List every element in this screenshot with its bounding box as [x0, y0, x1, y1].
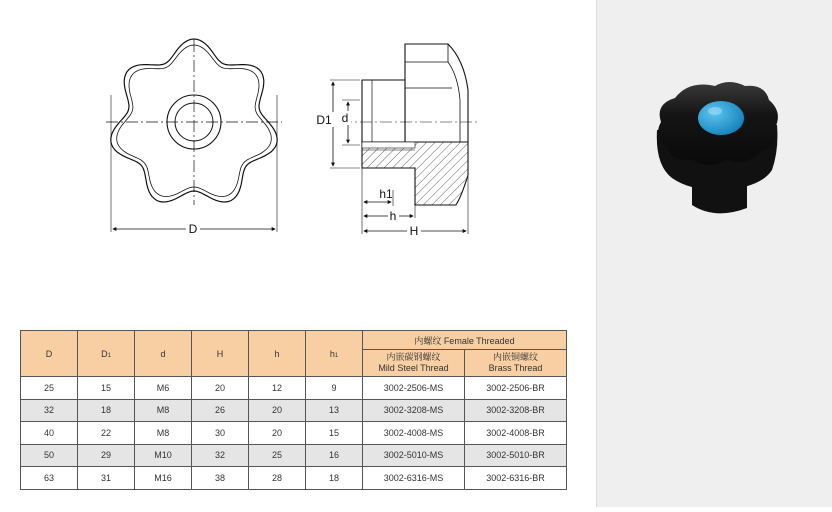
- table-row: [21, 467, 567, 490]
- table-cell: 3002-5010-BR: [465, 444, 567, 467]
- table-cell: 16: [306, 444, 363, 467]
- product-photo-panel: [596, 0, 832, 507]
- table-row: [21, 422, 567, 445]
- dim-label-D: D: [188, 222, 198, 236]
- table-row: [21, 399, 567, 422]
- side-hub: [362, 80, 405, 142]
- table-cell: 3002-2506-MS: [363, 377, 465, 400]
- table-cell: M10: [135, 444, 192, 467]
- col-header-d: d: [135, 331, 192, 377]
- table-row: [21, 444, 567, 467]
- group-header-female-threaded: 内螺纹 Female Threaded: [363, 331, 567, 350]
- table-cell: 3002-4008-MS: [363, 422, 465, 445]
- knob-photo: [597, 0, 832, 507]
- col-header-H: H: [192, 331, 249, 377]
- spec-table: [20, 330, 567, 490]
- table-cell: 3002-3208-MS: [363, 399, 465, 422]
- table-cell: 50: [21, 444, 78, 467]
- table-cell: 22: [78, 422, 135, 445]
- dim-label-d: d: [341, 111, 349, 125]
- table-cell: 3002-2506-BR: [465, 377, 567, 400]
- col-header-D: D: [21, 331, 78, 377]
- col-header-D1: D1: [78, 331, 135, 377]
- dim-label-D1: D1: [316, 113, 332, 127]
- technical-drawing: [0, 0, 596, 330]
- col-header-h: h: [249, 331, 306, 377]
- table-cell: 3002-4008-BR: [465, 422, 567, 445]
- table-cell: 40: [21, 422, 78, 445]
- table-cell: 20: [249, 399, 306, 422]
- col-header-mild-steel: 内嵌碳钢螺纹 Mild Steel Thread: [363, 350, 465, 377]
- table-cell: 25: [21, 377, 78, 400]
- col-header-brass: 内嵌铜螺纹 Brass Thread: [465, 350, 567, 377]
- dim-label-h1: h1: [379, 187, 393, 201]
- dim-label-H: H: [409, 224, 419, 238]
- col-header-h1: h1: [306, 331, 363, 377]
- table-cell: 28: [249, 467, 306, 490]
- table-cell: M8: [135, 399, 192, 422]
- table-cell: 9: [306, 377, 363, 400]
- table-cell: 32: [192, 444, 249, 467]
- side-body-upper: [405, 44, 468, 142]
- dim-label-h: h: [389, 209, 397, 223]
- table-cell: 3002-3208-BR: [465, 399, 567, 422]
- table-cell: 13: [306, 399, 363, 422]
- table-cell: 30: [192, 422, 249, 445]
- table-cell: 32: [21, 399, 78, 422]
- table-cell: M6: [135, 377, 192, 400]
- front-view: [106, 39, 282, 236]
- table-cell: 12: [249, 377, 306, 400]
- table-cell: 25: [249, 444, 306, 467]
- table-cell: 31: [78, 467, 135, 490]
- table-cell: M16: [135, 467, 192, 490]
- table-cell: 18: [78, 399, 135, 422]
- table-cell: 3002-5010-MS: [363, 444, 465, 467]
- side-view: [314, 44, 480, 238]
- table-cell: 26: [192, 399, 249, 422]
- table-cell: 29: [78, 444, 135, 467]
- table-cell: 63: [21, 467, 78, 490]
- table-cell: 18: [306, 467, 363, 490]
- table-cell: 20: [192, 377, 249, 400]
- knob-cap: [698, 101, 744, 135]
- table-cell: 15: [306, 422, 363, 445]
- table-cell: 15: [78, 377, 135, 400]
- table-cell: M8: [135, 422, 192, 445]
- table-cell: 38: [192, 467, 249, 490]
- table-cell: 3002-6316-BR: [465, 467, 567, 490]
- table-cell: 20: [249, 422, 306, 445]
- side-section: [362, 142, 468, 205]
- table-row: [21, 377, 567, 400]
- table-cell: 3002-6316-MS: [363, 467, 465, 490]
